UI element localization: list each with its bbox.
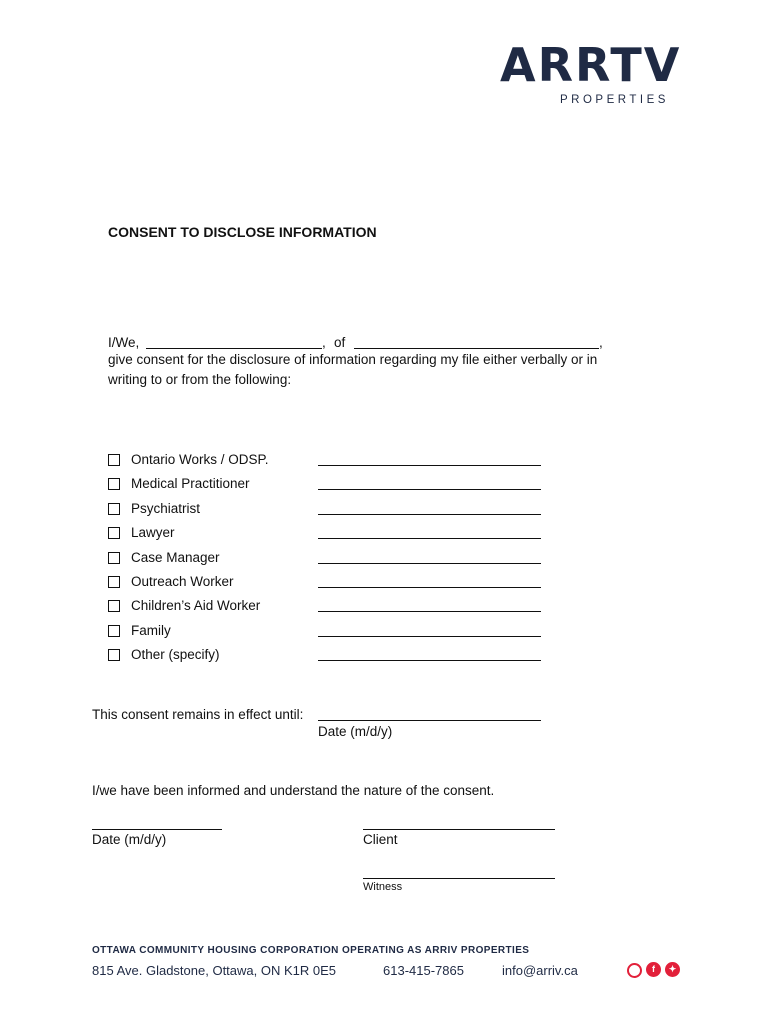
contact-line[interactable] [318, 465, 541, 466]
checklist-label: Other (specify) [131, 647, 220, 663]
checklist-label: Outreach Worker [131, 574, 234, 589]
name-line[interactable] [146, 348, 322, 349]
checklist-row [108, 477, 548, 495]
checklist-row [108, 502, 548, 520]
witness-signature-line[interactable] [363, 878, 555, 879]
intro-of: of [334, 335, 346, 350]
checklist-row [108, 551, 548, 569]
contact-line[interactable] [318, 587, 541, 588]
checklist-label: Medical Practitioner [131, 476, 250, 492]
informed-statement: I/we have been informed and understand the nature of the consent. [92, 783, 495, 798]
contact-line[interactable] [318, 660, 541, 661]
contact-line[interactable] [318, 636, 541, 637]
checklist-row [108, 599, 548, 617]
sign-date-line[interactable] [92, 829, 222, 830]
checkbox[interactable] [108, 454, 120, 466]
client-signature-line[interactable] [363, 829, 555, 830]
effect-date-label: Date (m/d/y) [318, 724, 393, 739]
checkbox[interactable] [108, 478, 120, 490]
contact-line[interactable] [318, 514, 541, 515]
page-title: CONSENT TO DISCLOSE INFORMATION [108, 224, 377, 240]
footer-address: 815 Ave. Gladstone, Ottawa, ON K1R 0E5 [92, 963, 337, 978]
checkbox[interactable] [108, 503, 120, 515]
checklist-label: Family [131, 622, 171, 638]
instagram-icon[interactable] [627, 963, 642, 978]
checklist-row [108, 624, 548, 642]
footer-phone[interactable]: 613-415-7865 [383, 963, 464, 978]
contact-line[interactable] [318, 538, 541, 539]
client-label: Client [363, 832, 398, 847]
checkbox[interactable] [108, 625, 120, 637]
checklist-label: Lawyer [131, 525, 175, 541]
logo-subtitle: PROPERTIES [560, 94, 669, 106]
twitter-icon[interactable]: ✦ [665, 962, 680, 977]
footer-email[interactable]: info@arriv.ca [502, 963, 578, 978]
effect-label: This consent remains in effect until: [92, 707, 304, 722]
effect-date-line[interactable] [318, 720, 541, 721]
contact-line[interactable] [318, 611, 541, 612]
witness-label: Witness [363, 881, 403, 893]
intro-line-2: give consent for the disclosure of information regarding my file either verbally or in [108, 352, 598, 367]
checkbox[interactable] [108, 552, 120, 564]
arriv-logo: ARRTV [500, 38, 682, 92]
checkbox[interactable] [108, 649, 120, 661]
checklist-label: Children’s Aid Worker [131, 598, 261, 614]
checklist-row [108, 648, 548, 666]
intro-prefix: I/We, [108, 335, 140, 350]
address-line[interactable] [354, 348, 599, 349]
checklist-row [108, 453, 548, 471]
checklist-row [108, 526, 548, 544]
facebook-icon[interactable]: f [646, 962, 661, 977]
checkbox[interactable] [108, 576, 120, 588]
checklist-label: Case Manager [131, 549, 220, 565]
checklist-row [108, 575, 548, 593]
footer-org: OTTAWA COMMUNITY HOUSING CORPORATION OPERATING AS ARRIV PROPERTIES [92, 945, 530, 956]
checklist-label: Ontario Works / ODSP. [131, 452, 269, 467]
contact-line[interactable] [318, 563, 541, 564]
intro-line-3: writing to or from the following: [108, 372, 292, 387]
contact-line[interactable] [318, 489, 541, 490]
sign-date-label: Date (m/d/y) [92, 832, 167, 847]
checkbox[interactable] [108, 527, 120, 539]
checklist-label: Psychiatrist [131, 500, 201, 516]
checkbox[interactable] [108, 600, 120, 612]
